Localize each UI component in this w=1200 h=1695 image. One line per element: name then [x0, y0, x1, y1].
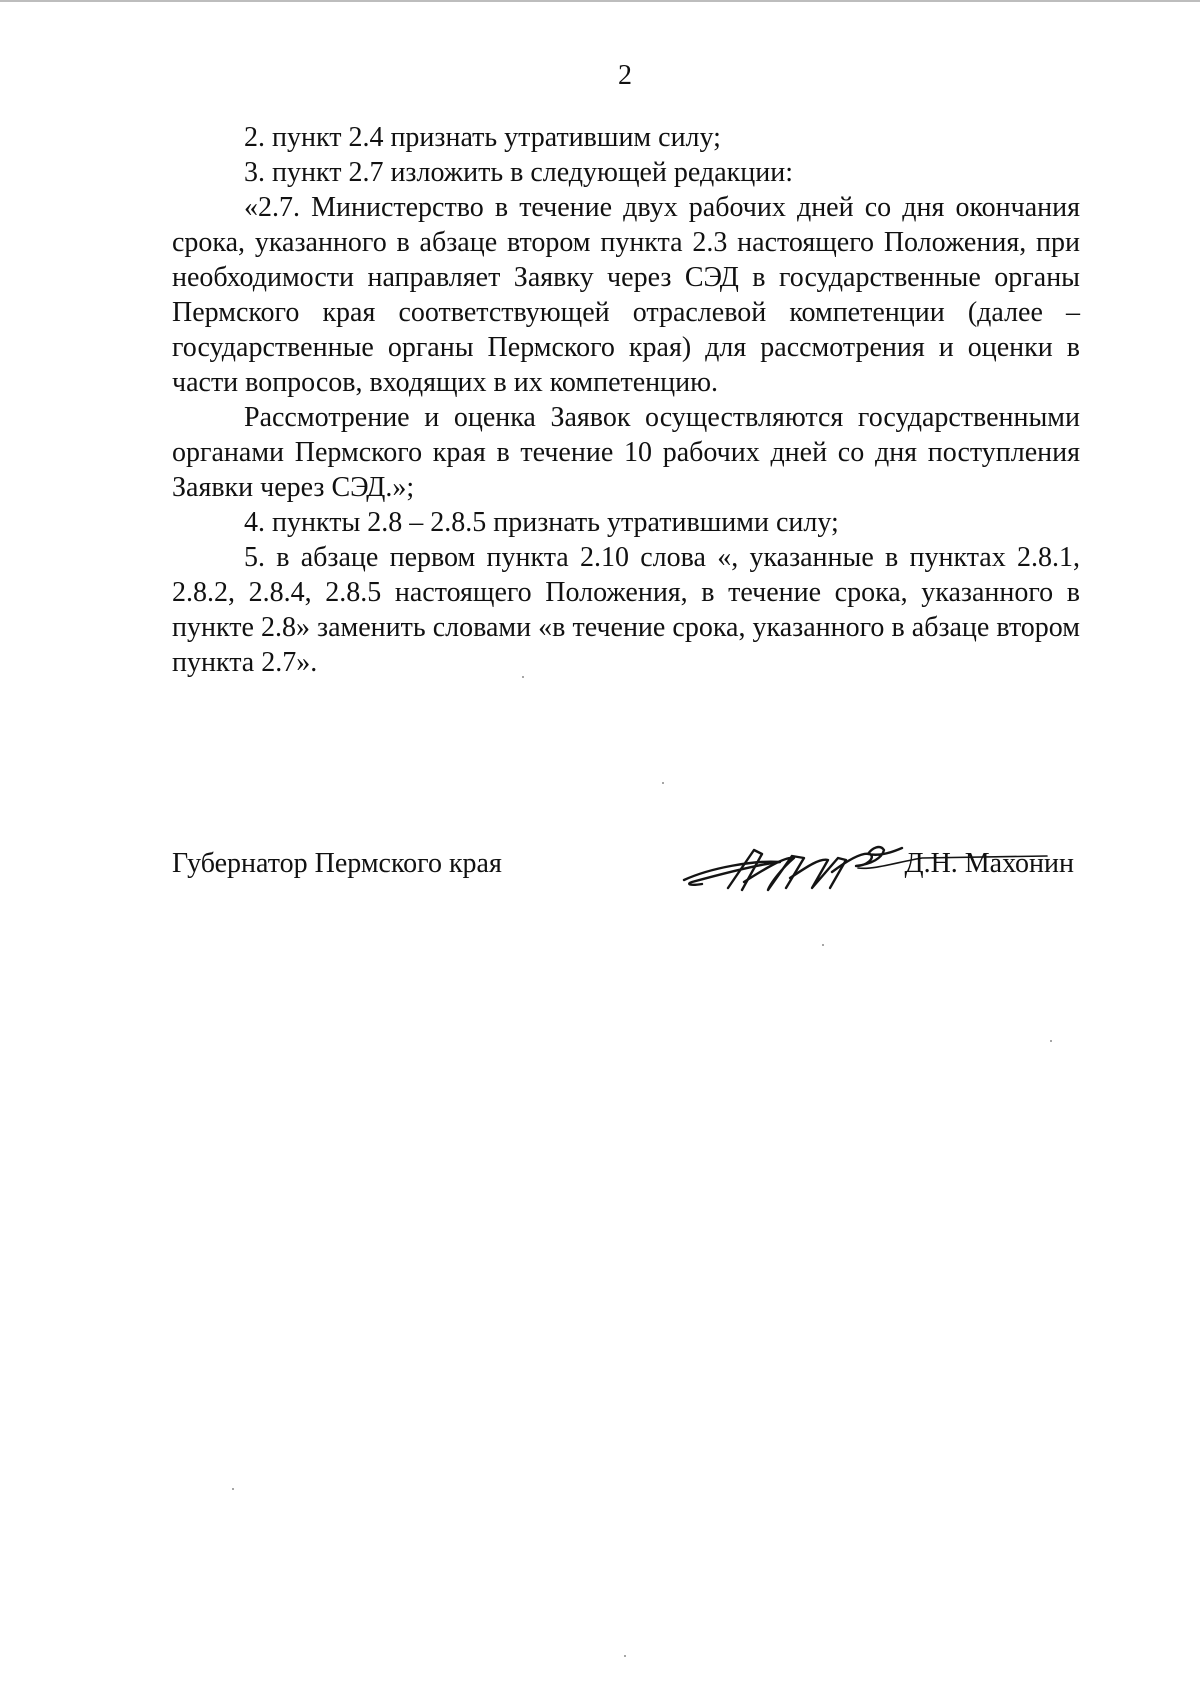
paragraph-item-4: 4. пункты 2.8 – 2.8.5 признать утратившими силу; — [244, 507, 839, 538]
page-number: 2 — [618, 60, 632, 91]
paragraph-quoted-2-7: «2.7. Министерство в течение двух рабочих дней со дня окончания срока, указанного в абзаце втором пункта 2.3 настоящего Положения, при необходимости направляет Заявку через СЭД в государственные органы Пермского края соответствующей отраслевой компетенции (далее – государственные органы Пермского края) для рассмотрения и оценки в части вопросов, входящих в их компетенцию. — [172, 192, 1080, 398]
scan-speck — [1050, 1040, 1052, 1042]
scan-speck — [522, 676, 524, 678]
scan-speck — [822, 944, 824, 946]
document-body — [172, 120, 1080, 680]
paragraph-item-3: 3. пункт 2.7 изложить в следующей редакции: — [244, 157, 793, 188]
paragraph-item-2: 2. пункт 2.4 признать утратившим силу; — [244, 122, 721, 153]
signer-title: Губернатор Пермского края — [172, 848, 502, 879]
scan-speck — [662, 782, 664, 784]
scan-speck — [232, 1488, 234, 1490]
signature-block — [172, 838, 1080, 898]
scan-speck — [624, 1655, 626, 1657]
paragraph-item-5: 5. в абзаце первом пункта 2.10 слова «, указанные в пунктах 2.8.1, 2.8.2, 2.8.4, 2.8.5 настоящего Положения, в течение срока, указанного в пункте 2.8» заменить словами «в течение срока, указанного в абзаце втором пункта 2.7». — [172, 542, 1080, 678]
signer-name: Д.Н. Махонин — [904, 848, 1074, 879]
paragraph-review-term: Рассмотрение и оценка Заявок осуществляются государственными органами Пермского края в течение 10 рабочих дней со дня поступления Заявки через СЭД.»; — [172, 402, 1080, 503]
top-edge-rule — [0, 0, 1200, 2]
